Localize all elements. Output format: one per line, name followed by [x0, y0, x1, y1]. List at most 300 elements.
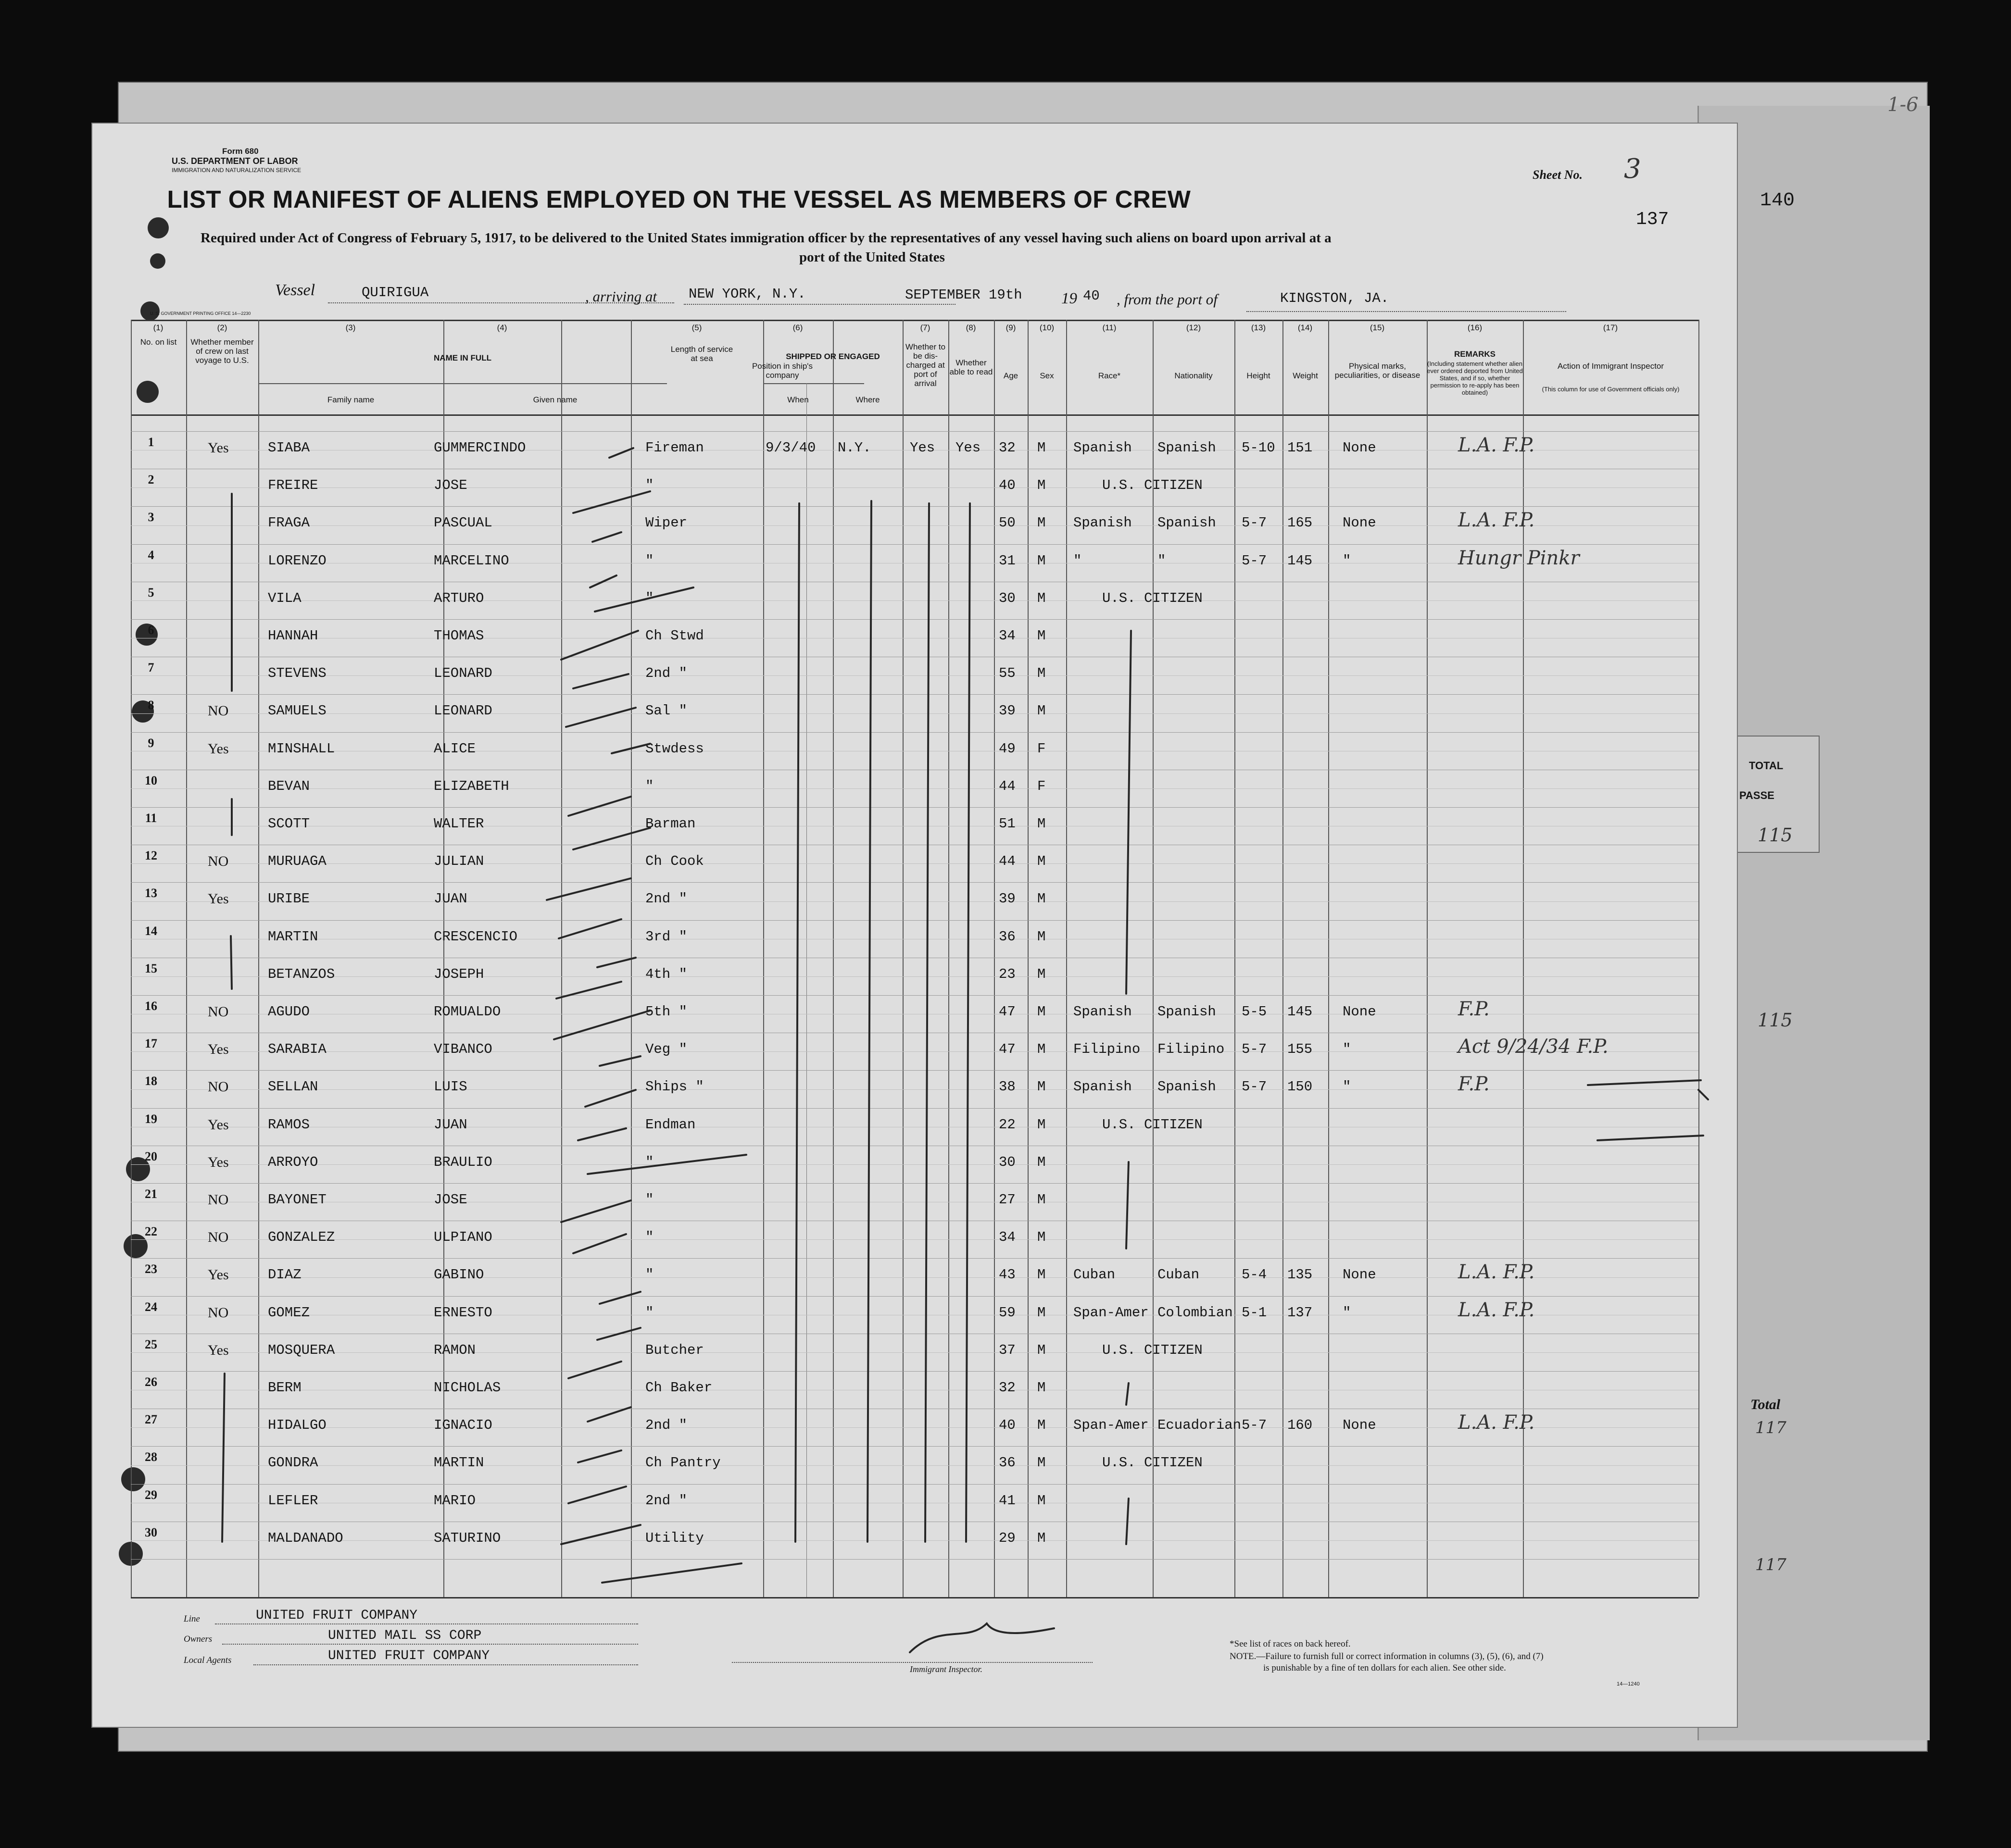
member-last-voyage: Yes: [208, 1041, 229, 1057]
nationality: ": [1157, 553, 1166, 569]
physical-marks: None: [1343, 1417, 1376, 1433]
header-nationality: Nationality: [1174, 371, 1213, 380]
family-name: MURUAGA: [268, 853, 327, 869]
given-name: MARIO: [434, 1493, 476, 1509]
service-name: IMMIGRATION AND NATURALIZATION SERVICE: [172, 167, 302, 174]
age: 39: [999, 703, 1016, 719]
row-number: 21: [145, 1187, 157, 1201]
given-name: LEONARD: [434, 703, 492, 719]
given-name: RAMON: [434, 1342, 476, 1358]
row-number: 8: [148, 698, 154, 712]
header-family-name: Family name: [327, 395, 375, 404]
age: 23: [999, 966, 1016, 982]
age: 34: [999, 628, 1016, 644]
given-name: LUIS: [434, 1079, 467, 1095]
row-number: 28: [145, 1450, 157, 1464]
form-number: Form 680: [222, 147, 259, 156]
family-name: VILA: [268, 590, 302, 606]
side-count-2: 115: [1758, 1010, 1793, 1031]
weight: 150: [1287, 1079, 1313, 1095]
sex: M: [1037, 1154, 1046, 1170]
given-name: ULPIANO: [434, 1229, 492, 1245]
age: 44: [999, 778, 1016, 794]
sex: M: [1037, 1342, 1046, 1358]
sex: M: [1037, 1530, 1046, 1546]
row-number: 4: [148, 548, 154, 562]
header-whether-member: Whether member of crew on last voyage to U.S.: [190, 337, 254, 365]
ditto-line-when: [795, 503, 799, 1542]
position: ": [645, 553, 654, 569]
position: ": [645, 778, 654, 794]
vessel-label: Vessel: [275, 281, 315, 299]
sex: M: [1037, 1004, 1046, 1020]
family-name: RAMOS: [268, 1117, 310, 1133]
year-prefix: 19: [1061, 290, 1077, 307]
age: 36: [999, 929, 1016, 945]
inspector-label: Immigrant Inspector.: [910, 1664, 982, 1674]
given-name: ALICE: [434, 741, 476, 757]
race: Filipino: [1073, 1041, 1141, 1057]
ditto-line-member: [231, 936, 232, 989]
header-action: Action of Immigrant Inspector: [1557, 362, 1664, 371]
family-name: URIBE: [268, 891, 310, 907]
column-number: (13): [1251, 323, 1266, 332]
local-agents-company: UNITED FRUIT COMPANY: [328, 1648, 490, 1663]
row-number: 29: [145, 1488, 157, 1502]
sex: M: [1037, 1079, 1046, 1095]
position: Ch Cook: [645, 853, 704, 869]
sex: M: [1037, 1192, 1046, 1208]
family-name: SAMUELS: [268, 703, 327, 719]
row-number: 24: [145, 1300, 157, 1314]
race: U.S. CITIZEN: [1102, 477, 1203, 493]
header-sex: Sex: [1040, 371, 1054, 380]
row-number: 6: [148, 623, 154, 637]
sex: M: [1037, 703, 1046, 719]
age: 22: [999, 1117, 1016, 1133]
physical-marks: None: [1343, 1267, 1376, 1283]
discharged: Yes: [910, 440, 935, 456]
physical-marks: ": [1343, 1079, 1351, 1095]
column-number: (7): [920, 323, 930, 332]
remarks: L.A. F.P.: [1458, 1299, 1535, 1321]
weight: 160: [1287, 1417, 1313, 1433]
family-name: GONZALEZ: [268, 1229, 335, 1245]
page-number-stamp: 137: [1636, 209, 1669, 230]
arrival-year: 40: [1083, 288, 1100, 304]
age: 55: [999, 665, 1016, 681]
race: U.S. CITIZEN: [1102, 590, 1203, 606]
family-name: BAYONET: [268, 1192, 327, 1208]
family-name: MINSHALL: [268, 741, 335, 757]
given-name: ROMUALDO: [434, 1004, 501, 1020]
member-last-voyage: NO: [208, 1192, 229, 1208]
height: 5-7: [1242, 1417, 1267, 1433]
family-name: SARABIA: [268, 1041, 327, 1057]
sex: M: [1037, 1455, 1046, 1471]
weight: 145: [1287, 1004, 1313, 1020]
column-number: (6): [792, 323, 803, 332]
ditto-line-member: [222, 1374, 225, 1542]
position: Wiper: [645, 515, 688, 531]
weight: 137: [1287, 1305, 1313, 1321]
line-label: Line: [184, 1614, 200, 1624]
given-name: SATURINO: [434, 1530, 501, 1546]
member-last-voyage: Yes: [208, 1154, 229, 1170]
position: Sal ": [645, 703, 688, 719]
position: ": [645, 477, 654, 493]
height: 5-10: [1242, 440, 1275, 456]
position: Ships ": [645, 1079, 704, 1095]
corner-pencil-mark: 1-6: [1887, 94, 1919, 116]
sex: M: [1037, 665, 1046, 681]
position: ": [645, 590, 654, 606]
header-length-service: Length of service at sea: [670, 345, 733, 363]
nationality: Spanish: [1157, 515, 1216, 531]
family-name: LEFLER: [268, 1493, 318, 1509]
column-number: (11): [1102, 323, 1117, 332]
manifest-page: [91, 123, 1738, 1728]
sex: M: [1037, 628, 1046, 644]
family-name: GOMEZ: [268, 1305, 310, 1321]
header-weight: Weight: [1293, 371, 1318, 380]
header-remarks: REMARKS: [1454, 350, 1496, 359]
member-last-voyage: NO: [208, 703, 229, 719]
race: Span-Amer: [1073, 1417, 1149, 1433]
row-number: 13: [145, 886, 157, 900]
column-number: (8): [966, 323, 976, 332]
given-name: JULIAN: [434, 853, 484, 869]
column-number: (14): [1297, 323, 1313, 332]
nationality: Filipino: [1157, 1041, 1225, 1057]
remarks: Act 9/24/34 F.P.: [1458, 1036, 1609, 1058]
side-total-1: 117: [1755, 1418, 1786, 1437]
shipped-where: N.Y.: [838, 440, 871, 456]
row-number: 12: [145, 849, 157, 862]
age: 41: [999, 1493, 1016, 1509]
age: 40: [999, 477, 1016, 493]
sex: M: [1037, 440, 1046, 456]
header-where: Where: [855, 395, 880, 404]
age: 32: [999, 1380, 1016, 1396]
family-name: ARROYO: [268, 1154, 318, 1170]
member-last-voyage: NO: [208, 1004, 229, 1020]
sex: F: [1037, 778, 1046, 794]
age: 34: [999, 1229, 1016, 1245]
nationality: Cuban: [1157, 1267, 1200, 1283]
remarks: F.P.: [1458, 1073, 1490, 1095]
row-number: 22: [145, 1224, 157, 1238]
row-number: 5: [148, 586, 154, 599]
family-name: MOSQUERA: [268, 1342, 335, 1358]
age: 36: [999, 1455, 1016, 1471]
column-number: (10): [1039, 323, 1055, 332]
race: Spanish: [1073, 1079, 1132, 1095]
given-name: IGNACIO: [434, 1417, 492, 1433]
row-number: 7: [148, 661, 154, 674]
race: U.S. CITIZEN: [1102, 1117, 1203, 1133]
family-name: FRAGA: [268, 515, 310, 531]
shipped-when: 9/3/40: [766, 440, 816, 456]
age: 59: [999, 1305, 1016, 1321]
ditto-line-where: [867, 501, 871, 1542]
column-number: (9): [1006, 323, 1016, 332]
member-last-voyage: Yes: [208, 1342, 229, 1358]
given-name: JUAN: [434, 891, 467, 907]
member-last-voyage: Yes: [208, 440, 229, 456]
column-number: (16): [1467, 323, 1483, 332]
manifest-subtitle-line-2: port of the United States: [799, 250, 945, 265]
sex: M: [1037, 1229, 1046, 1245]
row-number: 1: [148, 435, 154, 449]
sex: M: [1037, 816, 1046, 832]
family-name: MALDANADO: [268, 1530, 343, 1546]
given-name: MARTIN: [434, 1455, 484, 1471]
column-number: (5): [691, 323, 702, 332]
given-name: THOMAS: [434, 628, 484, 644]
sex: M: [1037, 1117, 1046, 1133]
column-number: (12): [1186, 323, 1201, 332]
weight: 145: [1287, 553, 1313, 569]
position: Endman: [645, 1117, 696, 1133]
header-action-note: (This column for use of Government officials only): [1542, 386, 1680, 393]
age: 39: [999, 891, 1016, 907]
nationality: Spanish: [1157, 1004, 1216, 1020]
given-name: GUMMERCINDO: [434, 440, 526, 456]
family-name: SELLAN: [268, 1079, 318, 1095]
member-last-voyage: NO: [208, 1079, 229, 1095]
age: 27: [999, 1192, 1016, 1208]
given-name: ELIZABETH: [434, 778, 509, 794]
sex: M: [1037, 929, 1046, 945]
row-number: 10: [145, 774, 157, 787]
column-number: (3): [345, 323, 356, 332]
family-name: GONDRA: [268, 1455, 318, 1471]
family-name: STEVENS: [268, 665, 327, 681]
owners-label: Owners: [184, 1634, 213, 1644]
position: Veg ": [645, 1041, 688, 1057]
row-number: 19: [145, 1112, 157, 1126]
family-name: BEVAN: [268, 778, 310, 794]
header-shipped-engaged: SHIPPED OR ENGAGED: [786, 352, 880, 361]
race: Spanish: [1073, 440, 1132, 456]
age: 49: [999, 741, 1016, 757]
position: 2nd ": [645, 1493, 688, 1509]
age: 31: [999, 553, 1016, 569]
given-name: BRAULIO: [434, 1154, 492, 1170]
sex: M: [1037, 515, 1046, 531]
header-able-read: Whether able to read: [949, 358, 993, 376]
manifest-title: LIST OR MANIFEST OF ALIENS EMPLOYED ON THE VESSEL AS MEMBERS OF CREW: [167, 186, 1191, 213]
form-code: 14—1240: [1617, 1681, 1640, 1687]
position: ": [645, 1192, 654, 1208]
row-number: 17: [145, 1036, 157, 1050]
race: Cuban: [1073, 1267, 1116, 1283]
ditto-line-citizen: [1126, 631, 1131, 994]
remarks: L.A. F.P.: [1458, 1411, 1535, 1434]
header-height: Height: [1246, 371, 1270, 380]
weight: 135: [1287, 1267, 1313, 1283]
member-last-voyage: Yes: [208, 891, 229, 907]
side-total-2: 117: [1755, 1555, 1786, 1574]
arriving-label: , arriving at: [585, 288, 657, 305]
position: 3rd ": [645, 929, 688, 945]
position: Stwdess: [645, 741, 704, 757]
age: 43: [999, 1267, 1016, 1283]
given-name: CRESCENCIO: [434, 929, 518, 945]
row-number: 16: [145, 999, 157, 1013]
given-name: PASCUAL: [434, 515, 492, 531]
departure-port: KINGSTON, JA.: [1280, 290, 1389, 306]
height: 5-1: [1242, 1305, 1267, 1321]
header-remarks-note: (Including statement whether alien ever ordered deported from United States, and if so, whether permission to re-apply has been obtained): [1427, 360, 1523, 396]
sex: M: [1037, 590, 1046, 606]
weight: 165: [1287, 515, 1313, 531]
given-name: MARCELINO: [434, 553, 509, 569]
member-last-voyage: NO: [208, 1305, 229, 1321]
nationality: Ecuadorian: [1157, 1417, 1242, 1433]
sex: M: [1037, 853, 1046, 869]
nationality: Spanish: [1157, 440, 1216, 456]
column-number: (15): [1370, 323, 1385, 332]
page-number-stamp-2: 140: [1760, 190, 1795, 212]
vessel-name: QUIRIGUA: [362, 285, 429, 300]
given-name: GABINO: [434, 1267, 484, 1283]
race: Span-Amer: [1073, 1305, 1149, 1321]
height: 5-7: [1242, 515, 1267, 531]
physical-marks: None: [1343, 515, 1376, 531]
family-name: AGUDO: [268, 1004, 310, 1020]
footnote-penalty-1: NOTE.—Failure to furnish full or correct information in columns (3), (5), (6), and (7): [1230, 1651, 1544, 1661]
given-name: JOSE: [434, 1192, 467, 1208]
position: Barman: [645, 816, 696, 832]
position: 2nd ": [645, 665, 688, 681]
age: 32: [999, 440, 1016, 456]
member-last-voyage: Yes: [208, 1267, 229, 1283]
physical-marks: None: [1343, 440, 1376, 456]
age: 30: [999, 590, 1016, 606]
arrival-date: SEPTEMBER 19th: [905, 287, 1022, 303]
handwritten-annotations: [92, 124, 1737, 1727]
family-name: SIABA: [268, 440, 310, 456]
sex: M: [1037, 553, 1046, 569]
position: 2nd ": [645, 891, 688, 907]
manifest-subtitle-line-1: Required under Act of Congress of February 5, 1917, to be delivered to the United States immigration officer by the representatives of any vessel having such aliens on board upon arrival at a: [201, 230, 1332, 246]
given-name: ARTURO: [434, 590, 484, 606]
height: 5-7: [1242, 1041, 1267, 1057]
from-port-label: , from the port of: [1117, 291, 1218, 308]
position: Fireman: [645, 440, 704, 456]
age: 50: [999, 515, 1016, 531]
column-number: (2): [217, 323, 227, 332]
given-name: LEONARD: [434, 665, 492, 681]
line-company: UNITED FRUIT COMPANY: [256, 1608, 418, 1623]
row-number: 18: [145, 1074, 157, 1088]
age: 37: [999, 1342, 1016, 1358]
header-race: Race*: [1098, 371, 1121, 380]
height: 5-4: [1242, 1267, 1267, 1283]
row-number: 9: [148, 736, 154, 750]
position: ": [645, 1305, 654, 1321]
age: 44: [999, 853, 1016, 869]
ditto-line-citizen: [1126, 1162, 1129, 1249]
physical-marks: None: [1343, 1004, 1376, 1020]
race: Spanish: [1073, 515, 1132, 531]
row-number: 2: [148, 473, 154, 487]
column-number: (1): [153, 323, 163, 332]
row-number: 3: [148, 510, 154, 524]
position: Utility: [645, 1530, 704, 1546]
given-name: JUAN: [434, 1117, 467, 1133]
ditto-line-discharged: [925, 503, 929, 1542]
row-number: 15: [145, 961, 157, 975]
family-name: HANNAH: [268, 628, 318, 644]
family-name: DIAZ: [268, 1267, 302, 1283]
position: Ch Stwd: [645, 628, 704, 644]
footnote-races: *See list of races on back hereof.: [1230, 1639, 1351, 1649]
arrival-port: NEW YORK, N.Y.: [689, 286, 806, 302]
column-number: (17): [1603, 323, 1618, 332]
footnote-penalty-2: is punishable by a fine of ten dollars for each alien. See other side.: [1263, 1663, 1506, 1673]
row-number: 23: [145, 1262, 157, 1276]
given-name: JOSE: [434, 477, 467, 493]
remarks: Hungr Pinkr: [1458, 547, 1580, 569]
sheet-number: 3: [1624, 153, 1641, 185]
age: 51: [999, 816, 1016, 832]
sheet-label: Sheet No.: [1533, 168, 1583, 182]
remarks: L.A. F.P.: [1458, 434, 1535, 456]
height: 5-7: [1242, 553, 1267, 569]
age: 47: [999, 1004, 1016, 1020]
position: Butcher: [645, 1342, 704, 1358]
given-name: NICHOLAS: [434, 1380, 501, 1396]
position: ": [645, 1267, 654, 1283]
header-given-name: Given name: [533, 395, 578, 404]
ditto-line-citizen: [1126, 1498, 1129, 1544]
header-no-on-list: No. on list: [140, 337, 177, 347]
age: 29: [999, 1530, 1016, 1546]
physical-marks: ": [1343, 553, 1351, 569]
given-name: JOSEPH: [434, 966, 484, 982]
sex: M: [1037, 1305, 1046, 1321]
race: U.S. CITIZEN: [1102, 1455, 1203, 1471]
position: Ch Baker: [645, 1380, 713, 1396]
weight: 151: [1287, 440, 1313, 456]
race: ": [1073, 553, 1082, 569]
row-number: 27: [145, 1412, 157, 1426]
age: 47: [999, 1041, 1016, 1057]
position: ": [645, 1229, 654, 1245]
remarks: L.A. F.P.: [1458, 509, 1535, 531]
sex: F: [1037, 741, 1046, 757]
family-name: BETANZOS: [268, 966, 335, 982]
member-last-voyage: Yes: [208, 741, 229, 757]
family-name: HIDALGO: [268, 1417, 327, 1433]
side-tab-label-total: TOTAL: [1749, 760, 1784, 772]
position: 5th ": [645, 1004, 688, 1020]
row-number: 11: [145, 811, 157, 825]
age: 30: [999, 1154, 1016, 1170]
remarks: L.A. F.P.: [1458, 1261, 1535, 1283]
weight: 155: [1287, 1041, 1313, 1057]
family-name: BERM: [268, 1380, 302, 1396]
side-tab-label-passe: PASSE: [1739, 789, 1774, 801]
row-number: 25: [145, 1337, 157, 1351]
side-total-label: Total: [1750, 1397, 1781, 1412]
sex: M: [1037, 1417, 1046, 1433]
ditto-line-read: [966, 503, 970, 1542]
header-name-in-full: NAME IN FULL: [434, 353, 491, 362]
